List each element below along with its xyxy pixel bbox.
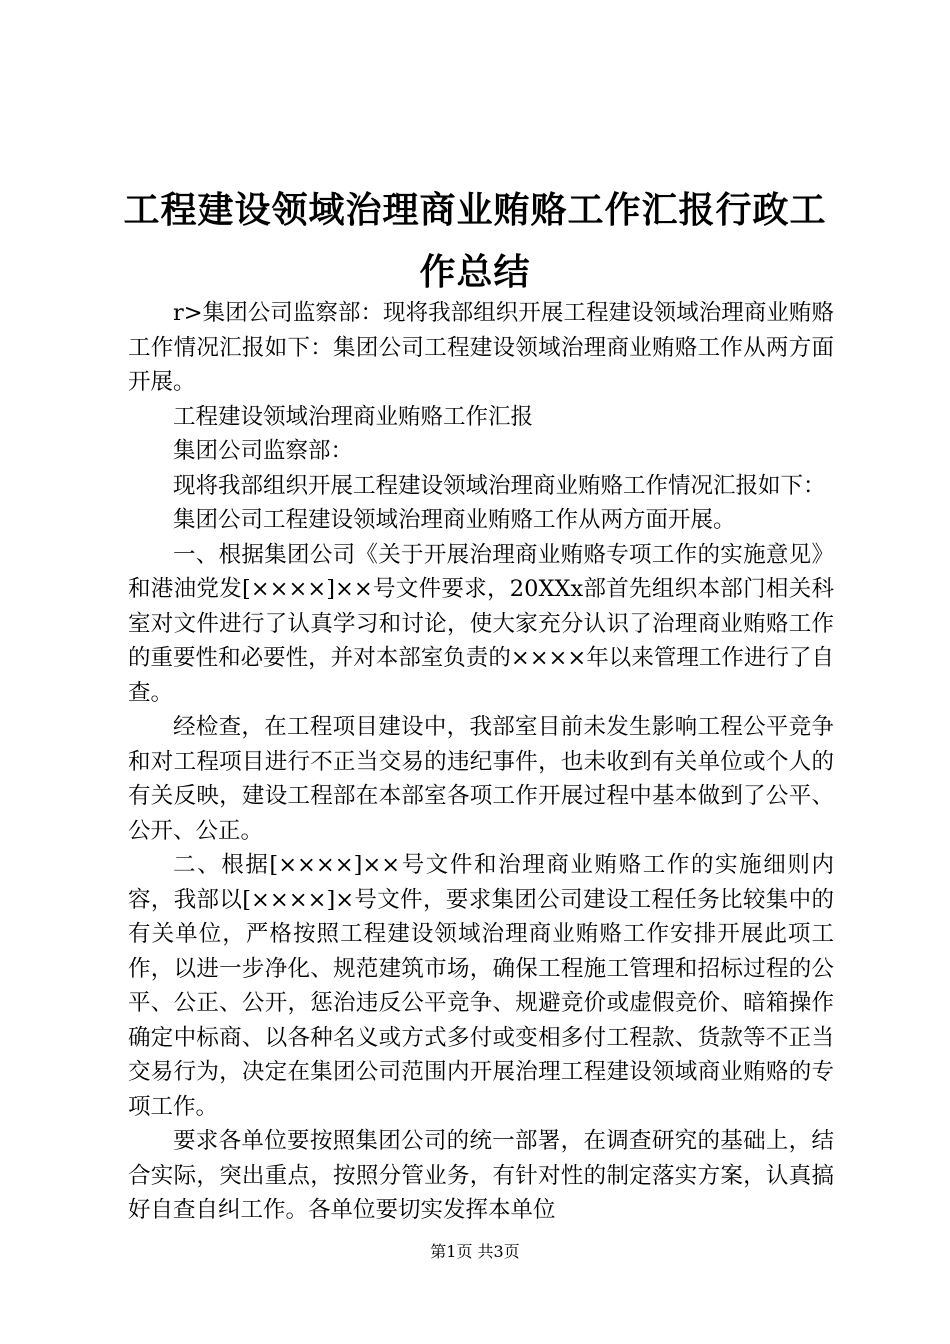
paragraph: 一、根据集团公司《关于开展治理商业贿赂专项工作的实施意见》和港油党发[××××]××号文件要求，20XXx部首先组织本部门相关科室对文件进行了认真学习和讨论，使大家充分认识了治理商业贿赂工作的重要性和必要性，并对本部室负责的××××年以来管理工作进行了自查。 <box>128 541 834 706</box>
paragraph: 要求各单位要按照集团公司的统一部署，在调查研究的基础上，结合实际，突出重点，按照分管业务，有针对性的制定落实方案，认真搞好自查自纠工作。各单位要切实发挥本单位 <box>128 1128 834 1223</box>
document-body <box>128 296 834 1228</box>
paragraph: r>集团公司监察部：现将我部组织开展工程建设领域治理商业贿赂工作情况汇报如下：集团公司工程建设领域治理商业贿赂工作从两方面开展。 <box>128 300 834 395</box>
paragraph: 经检查，在工程项目建设中，我部室目前未发生影响工程公平竞争和对工程项目进行不正当交易的违纪事件，也未收到有关单位或个人的有关反映，建设工程部在本部室各项工作开展过程中基本做到了公平、公开、公正。 <box>128 714 834 844</box>
document-title: 工程建设领域治理商业贿赂工作汇报行政工作总结 <box>123 190 827 293</box>
paragraph: 集团公司监察部： <box>173 438 354 464</box>
page-footer: 第1页 共3页 <box>430 1242 520 1261</box>
paragraph: 集团公司工程建设领域治理商业贿赂工作从两方面开展。 <box>173 507 736 533</box>
paragraph: 二、根据[××××]××号文件和治理商业贿赂工作的实施细则内容，我部以[××××]×号文件，要求集团公司建设工程任务比较集中的有关单位，严格按照工程建设领域治理商业贿赂工作安排开展此项工作，以进一步净化、规范建筑市场，确保工程施工管理和招标过程的公平、公正、公开，惩治违反公平竞争、规避竞价或虚假竞价、暗箱操作确定中标商、以各种名义或方式多付或变相多付工程款、货款等不正当交易行为，决定在集团公司范围内开展治理工程建设领域商业贿赂的专项工作。 <box>128 852 834 1120</box>
paragraph: 工程建设领域治理商业贿赂工作汇报 <box>173 403 534 430</box>
paragraph: 现将我部组织开展工程建设领域治理商业贿赂工作情况汇报如下： <box>173 472 826 499</box>
